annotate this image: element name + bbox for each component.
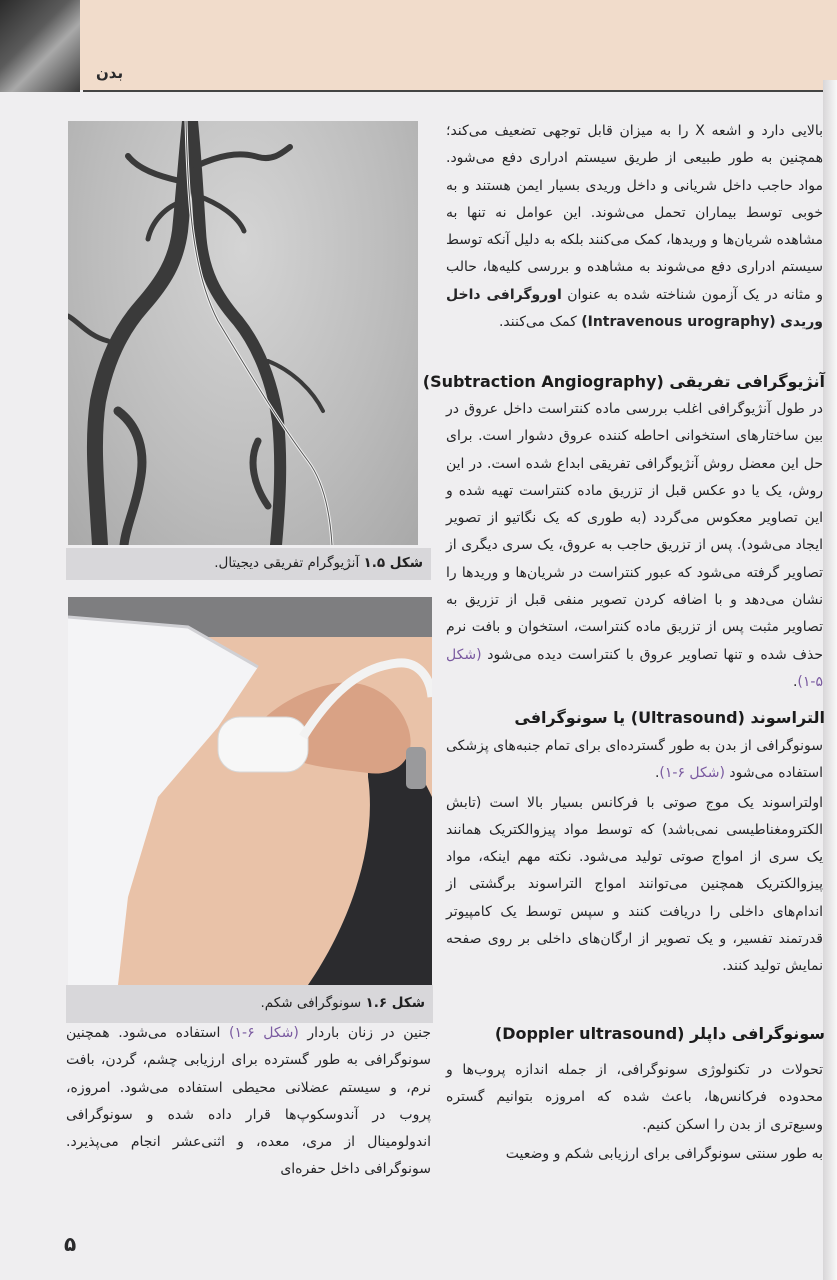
running-header: بدن bbox=[96, 64, 124, 82]
heading-subtraction-angiography bbox=[423, 372, 825, 391]
figure-reference[interactable]: (شکل ۵-۱) bbox=[446, 646, 823, 690]
caption-number: شکل ۱.۶ bbox=[365, 995, 425, 1011]
body-text: به طور سنتی سونوگرافی برای ارزیابی شکم و وضعیت bbox=[505, 1145, 823, 1162]
figure-caption-1-5 bbox=[66, 548, 431, 580]
punctuation: . bbox=[654, 765, 660, 782]
body-text: استفاده می‌شود. همچنین سونوگرافی به طور گسترده برای ارزیابی چشم، گردن، بافت نرم، و سیستم عضلانی محیطی استفاده می‌شود. امروزه، پروب در آندوسکوپ‌ها قرار داده شده و سونوگرافی اندولومینال از مری، معده، و اثنی‌عشر انجام می‌پذیرد. سونوگرافی داخل حفره‌ای bbox=[66, 1025, 431, 1178]
body-text: در طول آنژیوگرافی اغلب بررسی ماده کنتراست داخل عروق در بین ساختارهای استخوانی احاطه کننده عروق دشوار است. برای حل این معضل روش آنژیوگرافی تفریقی ابداع شده است. در این روش، یک یا دو عکس قبل از تزریق ماده کنتراست تهیه شده و این تصاویر معکوس می‌گردد (به طوری که یک نگاتیو از تصویر ایجاد می‌شود). پس از تزریق حاجب به عروق، یک سری دیگری از تصاویر گرفته می‌شود که عبور کنتراست در شریان‌ها و وریدها را نشان می‌دهد و با اضافه کردن تصویر منفی قبل از تزریق به تصاویر مثبت پس از تزریق ماده کنتراست، استخوان و بافت نرم حذف شده و تنها تصاویر عروق با کنتراست دیده می‌شود bbox=[446, 401, 823, 663]
figure-reference[interactable]: (شکل ۶-۱) bbox=[659, 765, 725, 782]
caption-number: شکل ۱.۵ bbox=[363, 555, 423, 571]
body-text: جنین در زنان باردار bbox=[307, 1025, 432, 1041]
page-number: ۵ bbox=[64, 1232, 77, 1256]
caption-text: سونوگرافی شکم. bbox=[260, 995, 362, 1011]
intro-paragraph bbox=[446, 118, 823, 336]
heading-en: (Ultrasound) bbox=[630, 708, 745, 727]
body-text: تحولات در تکنولوژی سونوگرافی، از جمله اندازه پروب‌ها و محدوده فرکانس‌ها، باعث شده که امروزه بتوانیم گستره وسیع‌تری از بدن را اسکن کنیم. bbox=[446, 1062, 823, 1133]
chapter-photo bbox=[0, 0, 80, 92]
left-column-paragraph bbox=[66, 1020, 431, 1184]
heading-doppler bbox=[495, 1024, 825, 1043]
punctuation: . bbox=[792, 673, 798, 690]
intro-text: بالایی دارد و اشعه X را به میزان قابل توجهی تضعیف می‌کند؛ همچنین به طور طبیعی از طریق سیستم ادراری دفع می‌شود. مواد حاجب داخل شریانی و داخل وریدی بسیار ایمن هستند و به خوبی توسط بیماران تحمل می‌شوند. این عوامل نه تنها به مشاهده شریان‌ها و وریدها، کمک می‌کنند بلکه به دلیل آنکه توسط سیستم ادراری دفع می‌شوند به مشاهده و بررسی کلیه‌ها، حالب و مثانه در یک آزمون شناخته شده به عنوان bbox=[446, 123, 823, 303]
figure-reference[interactable]: (شکل ۶-۱) bbox=[229, 1025, 299, 1041]
term-bold: اوروگرافی داخل وریدی bbox=[446, 286, 823, 331]
body-text: اولتراسوند یک موج صوتی با فرکانس بسیار بالا است (تابش الکترومغناطیسی نمی‌باشد) که توسط مواد پیزوالکتریک همانند یک سری از امواج صوتی تولید می‌شود. نکته مهم اینکه، مواد پیزوالکتریک همچنین می‌توانند امواج التراسوند برگشتی از اندام‌های داخلی را دریافت کنند و سپس توسط یک کامپیوتر قدرتمند تفسیر، و یک تصویر از ارگان‌های داخلی بر روی صفحه نمایش تولید کنند. bbox=[446, 794, 823, 975]
heading-tail: یا سونوگرافی bbox=[514, 708, 626, 727]
ultrasound-paragraphs bbox=[446, 733, 823, 981]
top-band bbox=[0, 0, 837, 90]
heading-en: (Doppler ultrasound) bbox=[494, 1024, 685, 1043]
angiogram-image bbox=[68, 121, 418, 545]
body-text: سونوگرافی از بدن به طور گسترده‌ای برای تمام جنبه‌های پزشکی استفاده می‌شود bbox=[446, 738, 823, 782]
heading-fa: التراسوند bbox=[750, 708, 825, 727]
term-english: (Intravenous urography) bbox=[581, 314, 776, 331]
ultrasound-photo bbox=[68, 597, 432, 985]
heading-en: (Subtraction Angiography) bbox=[422, 372, 664, 391]
caption-text: آنژیوگرام تفریقی دیجیتال. bbox=[214, 555, 360, 571]
doppler-paragraphs bbox=[446, 1057, 823, 1168]
page-edge bbox=[823, 80, 837, 1280]
heading-fa: آنژیوگرافی تفریقی bbox=[669, 372, 825, 391]
figure-caption-1-6 bbox=[66, 985, 433, 1023]
subtraction-paragraph bbox=[446, 396, 823, 696]
heading-ultrasound bbox=[514, 708, 825, 727]
header-rule bbox=[83, 90, 823, 92]
intro-end: کمک می‌کنند. bbox=[498, 314, 577, 331]
heading-fa: سونوگرافی داپلر bbox=[690, 1024, 825, 1043]
